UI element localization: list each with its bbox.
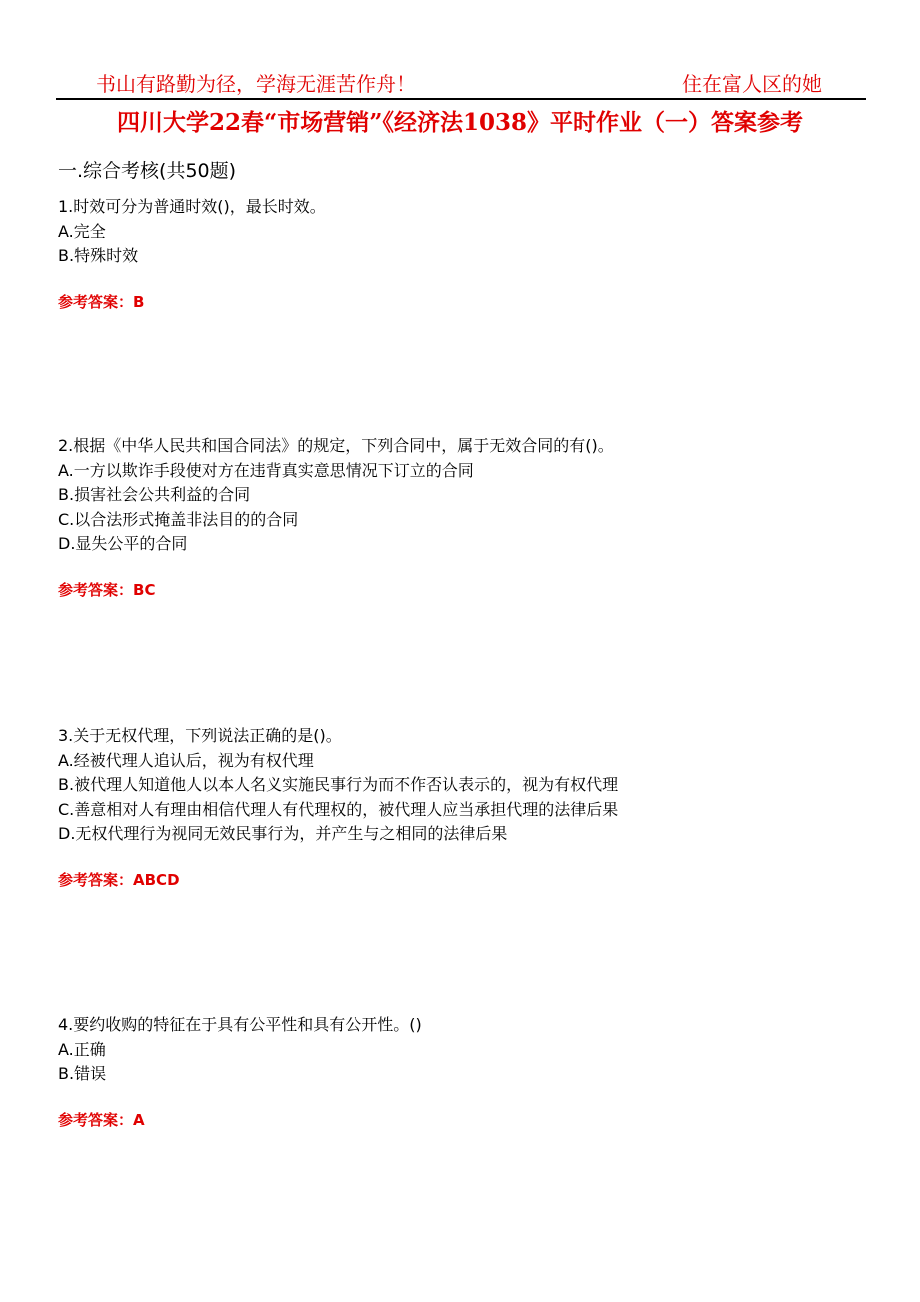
document-title: 四川大学22春“市场营销”《经济法1038》平时作业（一）答案参考 (117, 109, 803, 136)
question-stem: 2.根据《中华人民共和国合同法》的规定，下列合同中，属于无效合同的有()。 (58, 436, 614, 455)
section-title: 一.综合考核(共50题) (58, 160, 237, 182)
answer-line (58, 580, 878, 600)
answer-value: B (133, 292, 145, 311)
answer-value: ABCD (133, 870, 180, 889)
question-option: A.正确 (58, 1039, 106, 1059)
answer-label: 参考答案： (58, 580, 134, 599)
question-3 (58, 724, 878, 890)
answer-label: 参考答案： (58, 870, 134, 889)
question-option: B.错误 (58, 1064, 107, 1083)
answer-line (58, 1110, 878, 1130)
question-stem: 1.时效可分为普通时效()，最长时效。 (58, 197, 326, 216)
page-header (56, 64, 866, 100)
question-option: B.损害社会公共利益的合同 (58, 485, 251, 504)
question-1 (58, 195, 878, 312)
question-stem: 4.要约收购的特征在于具有公平性和具有公开性。() (58, 1015, 422, 1034)
answer-value: BC (133, 580, 156, 599)
question-option: A.经被代理人追认后，视为有权代理 (58, 750, 314, 770)
question-option: D.无权代理行为视同无效民事行为，并产生与之相同的法律后果 (58, 824, 508, 843)
answer-label: 参考答案： (58, 1110, 134, 1129)
header-motto: 书山有路勤为径，学海无涯苦作舟！ (96, 72, 416, 96)
question-4 (58, 1013, 878, 1130)
header-author: 住在富人区的她 (682, 72, 822, 96)
answer-line (58, 292, 878, 312)
answer-line (58, 870, 878, 890)
answer-label: 参考答案： (58, 292, 134, 311)
question-option: C.以合法形式掩盖非法目的的合同 (58, 509, 299, 529)
question-option: C.善意相对人有理由相信代理人有代理权的，被代理人应当承担代理的法律后果 (58, 799, 619, 819)
question-option: A.完全 (58, 221, 106, 241)
question-option: A.一方以欺诈手段使对方在违背真实意思情况下订立的合同 (58, 460, 474, 480)
question-option: B.特殊时效 (58, 246, 139, 265)
answer-value: A (133, 1110, 145, 1129)
question-option: B.被代理人知道他人以本人名义实施民事行为而不作否认表示的，视为有权代理 (58, 775, 619, 794)
question-option: D.显失公平的合同 (58, 534, 188, 553)
question-stem: 3.关于无权代理，下列说法正确的是()。 (58, 726, 342, 745)
question-2 (58, 434, 878, 600)
